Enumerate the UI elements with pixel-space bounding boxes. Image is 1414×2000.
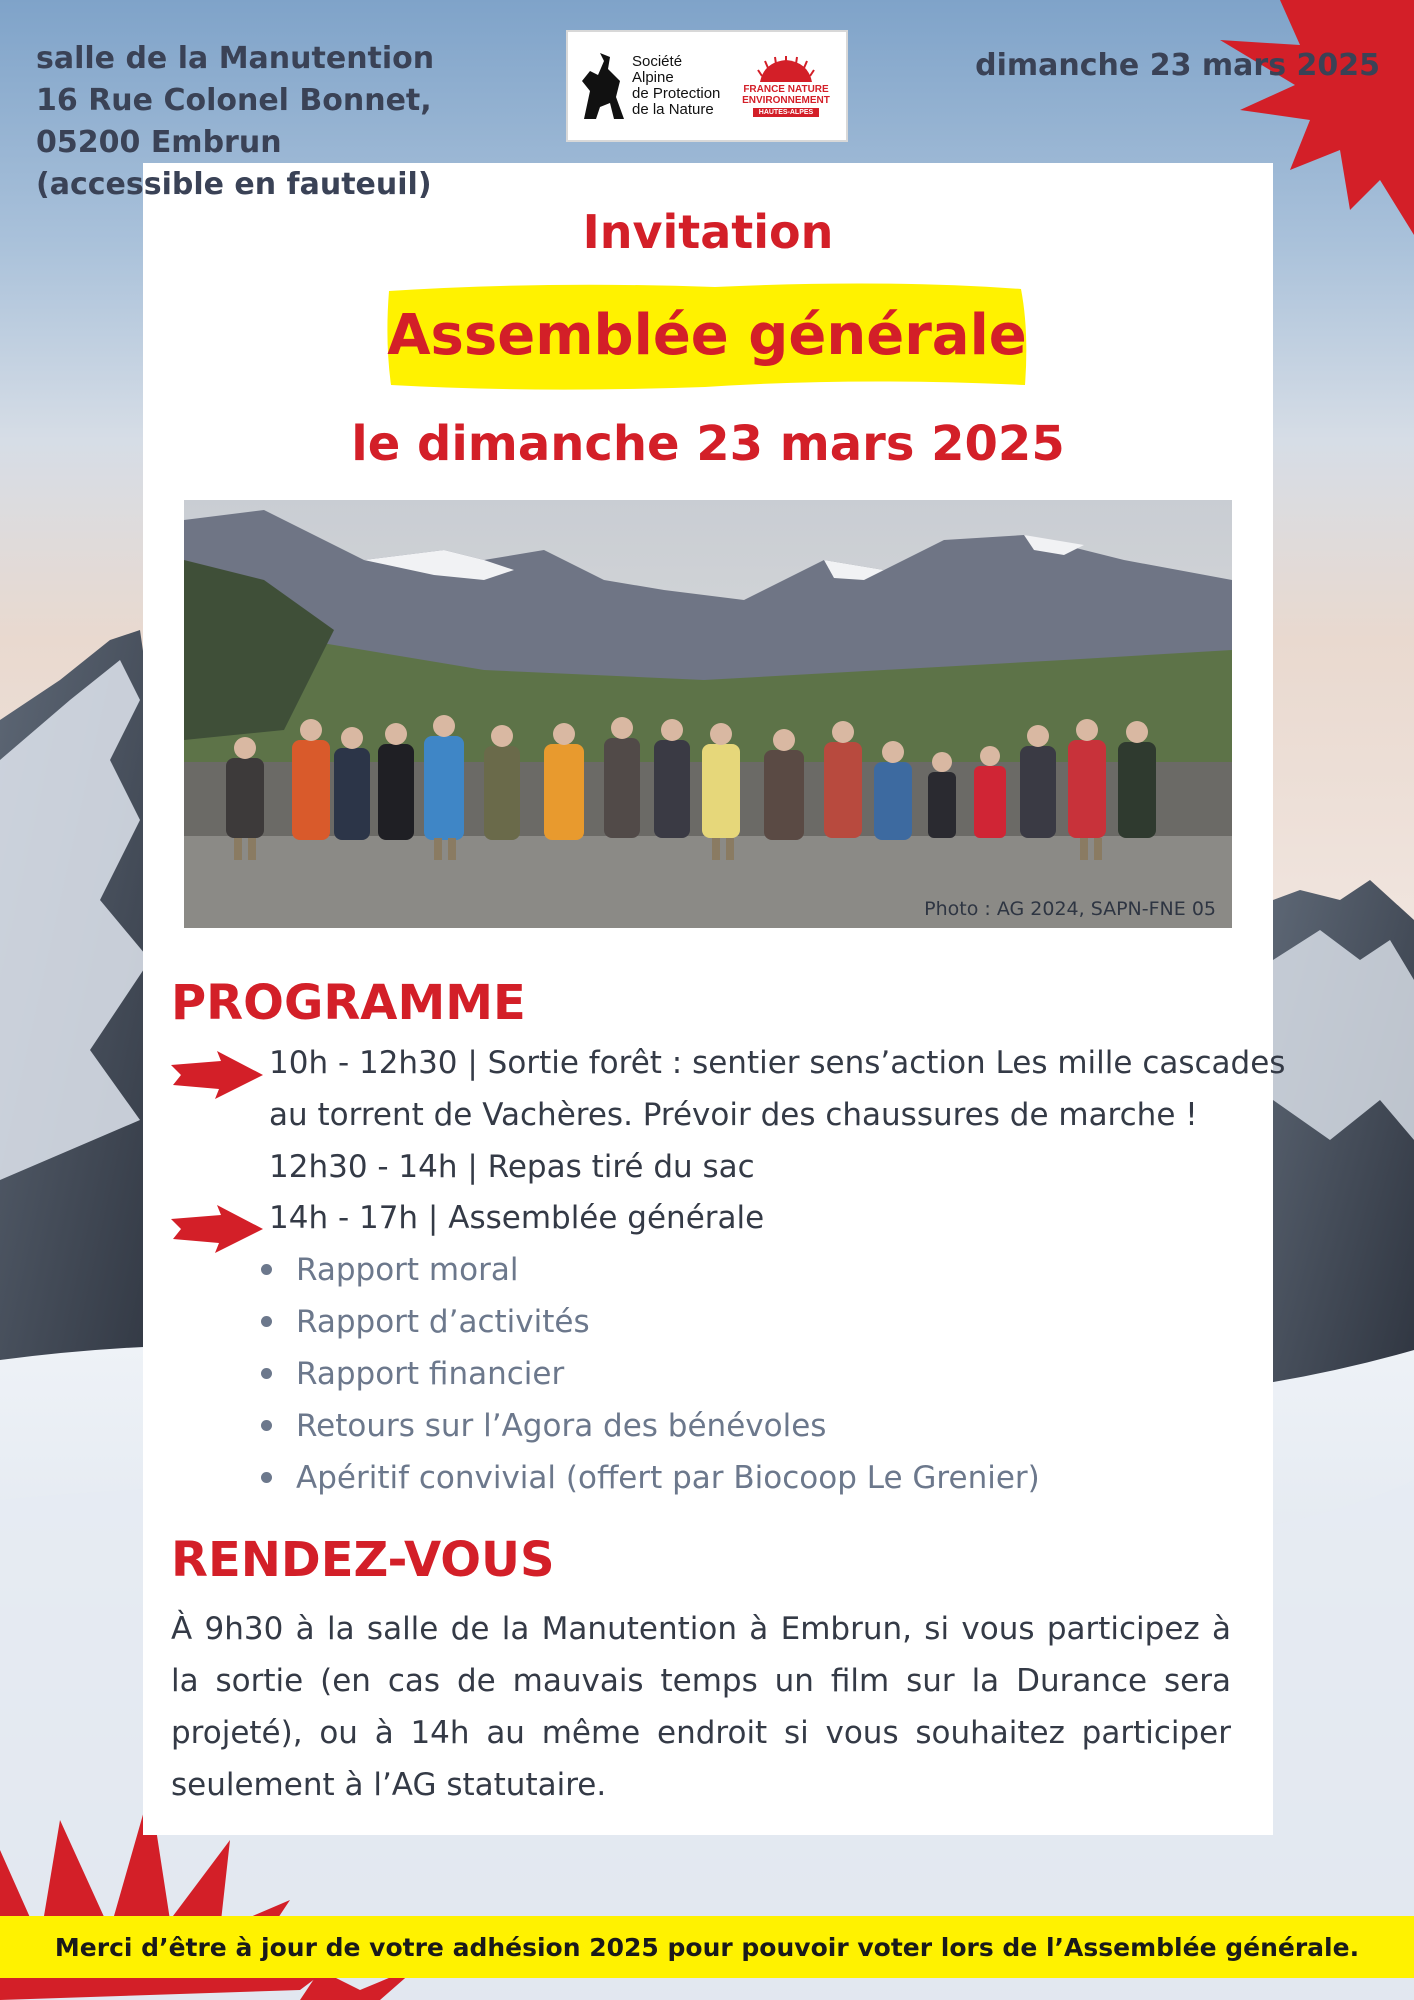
- invitation-card: [143, 163, 1286, 1835]
- agenda-item: [261, 1304, 590, 1340]
- agenda-item: [261, 1460, 1040, 1496]
- red-arrow-icon: [171, 1205, 263, 1253]
- sapn-logo: [576, 51, 736, 121]
- bullet-icon: [261, 1420, 272, 1431]
- bullet-icon: [261, 1264, 272, 1275]
- header-date: dimanche 23 mars 2025: [975, 48, 1380, 83]
- programme-line: au torrent de Vachères. Prévoir des chaussures de marche !: [269, 1097, 1198, 1133]
- fne-logo-line: FRANCE NATURE: [743, 83, 829, 95]
- agenda-item-label: Apéritif convivial (offert par Biocoop Le Grenier): [296, 1460, 1040, 1496]
- fne-logo: [736, 56, 836, 117]
- address-line: 05200 Embrun: [36, 125, 282, 160]
- group-photo: [184, 500, 1232, 928]
- address-line: (accessible en fauteuil): [36, 167, 432, 202]
- agenda-item-label: Rapport moral: [296, 1252, 519, 1288]
- fne-logo-line: HAUTES-ALPES: [753, 108, 819, 117]
- agenda-item-label: Retours sur l’Agora des bénévoles: [296, 1408, 827, 1444]
- programme-heading: PROGRAMME: [171, 975, 526, 1031]
- programme-line: 12h30 - 14h | Repas tiré du sac: [269, 1149, 755, 1185]
- programme-line: 14h - 17h | Assemblée générale: [269, 1200, 765, 1236]
- photo-credit: Photo : AG 2024, SAPN-FNE 05: [924, 898, 1216, 920]
- partner-logos: [566, 30, 848, 142]
- sapn-logo-line: Société: [632, 53, 683, 70]
- agenda-item: [261, 1356, 564, 1392]
- rendezvous-heading: RENDEZ-VOUS: [171, 1532, 555, 1588]
- bullet-icon: [261, 1368, 272, 1379]
- red-arrow-icon: [171, 1051, 263, 1099]
- membership-notice-band: [0, 1916, 1414, 1978]
- membership-notice: Merci d’être à jour de votre adhésion 2025 pour pouvoir voter lors de l’Assemblée générale.: [54, 1932, 1360, 1962]
- sapn-logo-line: de Protection: [632, 85, 721, 102]
- address-line: salle de la Manutention: [36, 41, 435, 76]
- sapn-logo-line: Alpine: [632, 69, 674, 86]
- fne-logo-line: ENVIRONNEMENT: [742, 94, 830, 106]
- page-title: Assemblée générale: [387, 303, 1027, 368]
- sapn-logo-line: de la Nature: [632, 101, 714, 118]
- bullet-icon: [261, 1472, 272, 1483]
- invitation-label: Invitation: [582, 205, 834, 259]
- venue-address: [36, 38, 434, 206]
- agenda-item-label: Rapport financier: [296, 1356, 565, 1392]
- programme-line: 10h - 12h30 | Sortie forêt : sentier sens’action Les mille cascades: [269, 1045, 1286, 1081]
- ibex-icon: [576, 51, 628, 121]
- bullet-icon: [261, 1316, 272, 1327]
- agenda-item-label: Rapport d’activités: [296, 1304, 590, 1340]
- address-line: 16 Rue Colonel Bonnet,: [36, 83, 432, 118]
- title-highlight: [385, 281, 1029, 393]
- agenda-item: [261, 1252, 518, 1288]
- hedgehog-icon: [756, 56, 816, 84]
- agenda-item: [261, 1408, 826, 1444]
- rendezvous-text: À 9h30 à la salle de la Manutention à Embrun, si vous participez à la sortie (en cas de mauvais temps un film sur la Durance sera projeté), ou à 14h au même endroit si vous souhaitez participer seulement à l’AG statutaire.: [171, 1611, 1231, 1803]
- event-date: le dimanche 23 mars 2025: [351, 416, 1065, 472]
